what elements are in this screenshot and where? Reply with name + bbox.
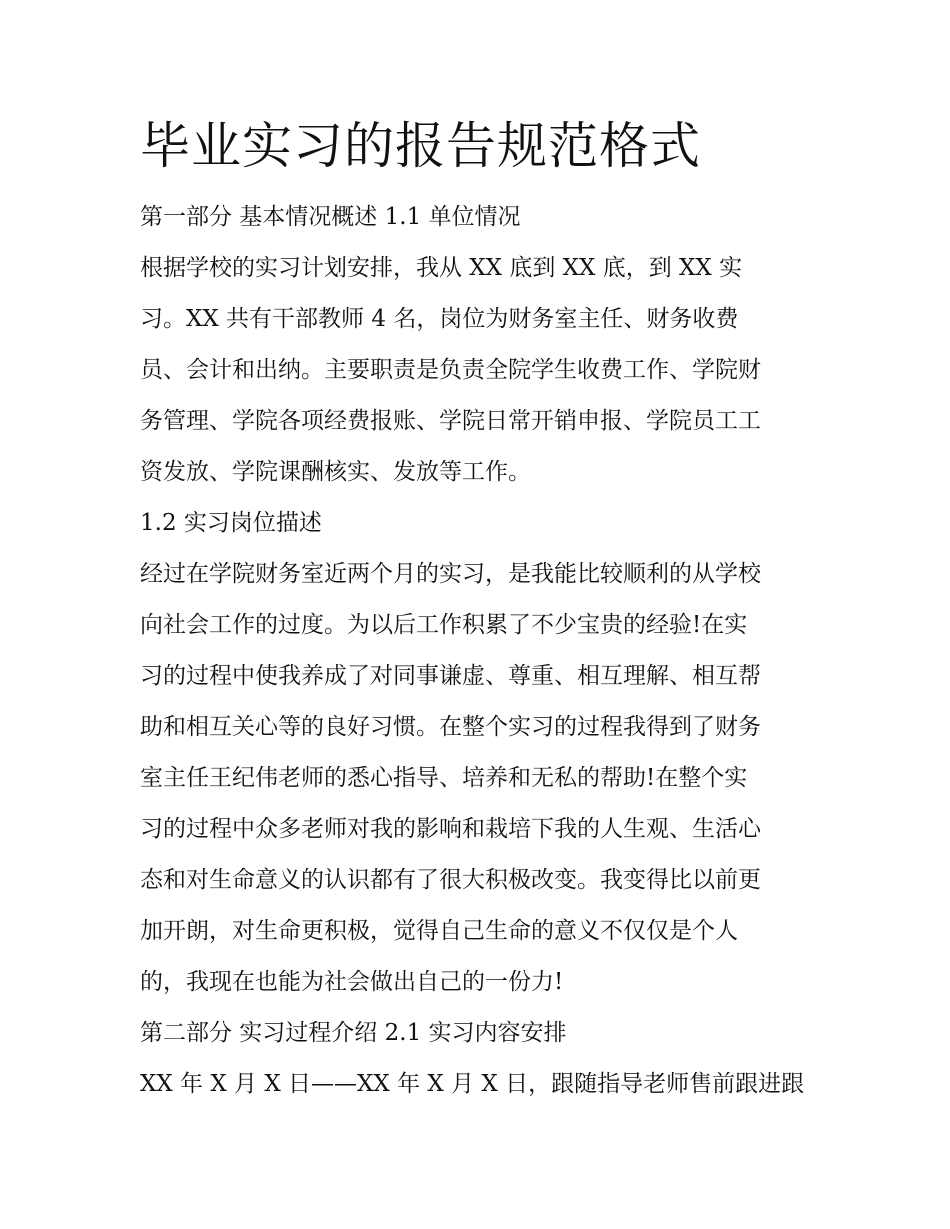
section-heading-part-one: 第一部分 基本情况概述 1.1 单位情况 <box>140 204 521 230</box>
text-line: 的，我现在也能为社会做出自己的一份力! <box>140 969 564 995</box>
text-line: 态和对生命意义的认识都有了很大积极改变。我变得比以前更 <box>140 867 761 893</box>
text-line: 习。XX 共有干部教师 4 名，岗位为财务室主任、财务收费 <box>140 306 739 332</box>
text-line: XX 年 X 月 X 日——XX 年 X 月 X 日，跟随指导老师售前跟进跟 <box>140 1071 805 1097</box>
text-line: 室主任王纪伟老师的悉心指导、培养和无私的帮助!在整个实 <box>140 765 748 791</box>
text-line: 根据学校的实习计划安排，我从 XX 底到 XX 底，到 XX 实 <box>140 255 743 281</box>
section-heading-1-2: 1.2 实习岗位描述 <box>140 510 322 536</box>
document-title: 毕业实习的报告规范格式 <box>140 117 701 175</box>
text-line: 向社会工作的过度。为以后工作积累了不少宝贵的经验!在实 <box>140 612 748 638</box>
text-line: 加开朗，对生命更积极，觉得自己生命的意义不仅仅是个人 <box>140 918 738 944</box>
text-line: 经过在学院财务室近两个月的实习，是我能比较顺利的从学校 <box>140 561 761 587</box>
text-line: 资发放、学院课酬核实、发放等工作。 <box>140 459 531 485</box>
text-line: 员、会计和出纳。主要职责是负责全院学生收费工作、学院财 <box>140 357 761 383</box>
section-heading-part-two: 第二部分 实习过程介绍 2.1 实习内容安排 <box>140 1020 567 1046</box>
text-line: 习的过程中使我养成了对同事谦虚、尊重、相互理解、相互帮 <box>140 663 761 689</box>
text-line: 务管理、学院各项经费报账、学院日常开销申报、学院员工工 <box>140 408 761 434</box>
text-line: 习的过程中众多老师对我的影响和栽培下我的人生观、生活心 <box>140 816 761 842</box>
text-line: 助和相互关心等的良好习惯。在整个实习的过程我得到了财务 <box>140 714 761 740</box>
document-page <box>140 110 812 1110</box>
document-body <box>140 192 812 1110</box>
